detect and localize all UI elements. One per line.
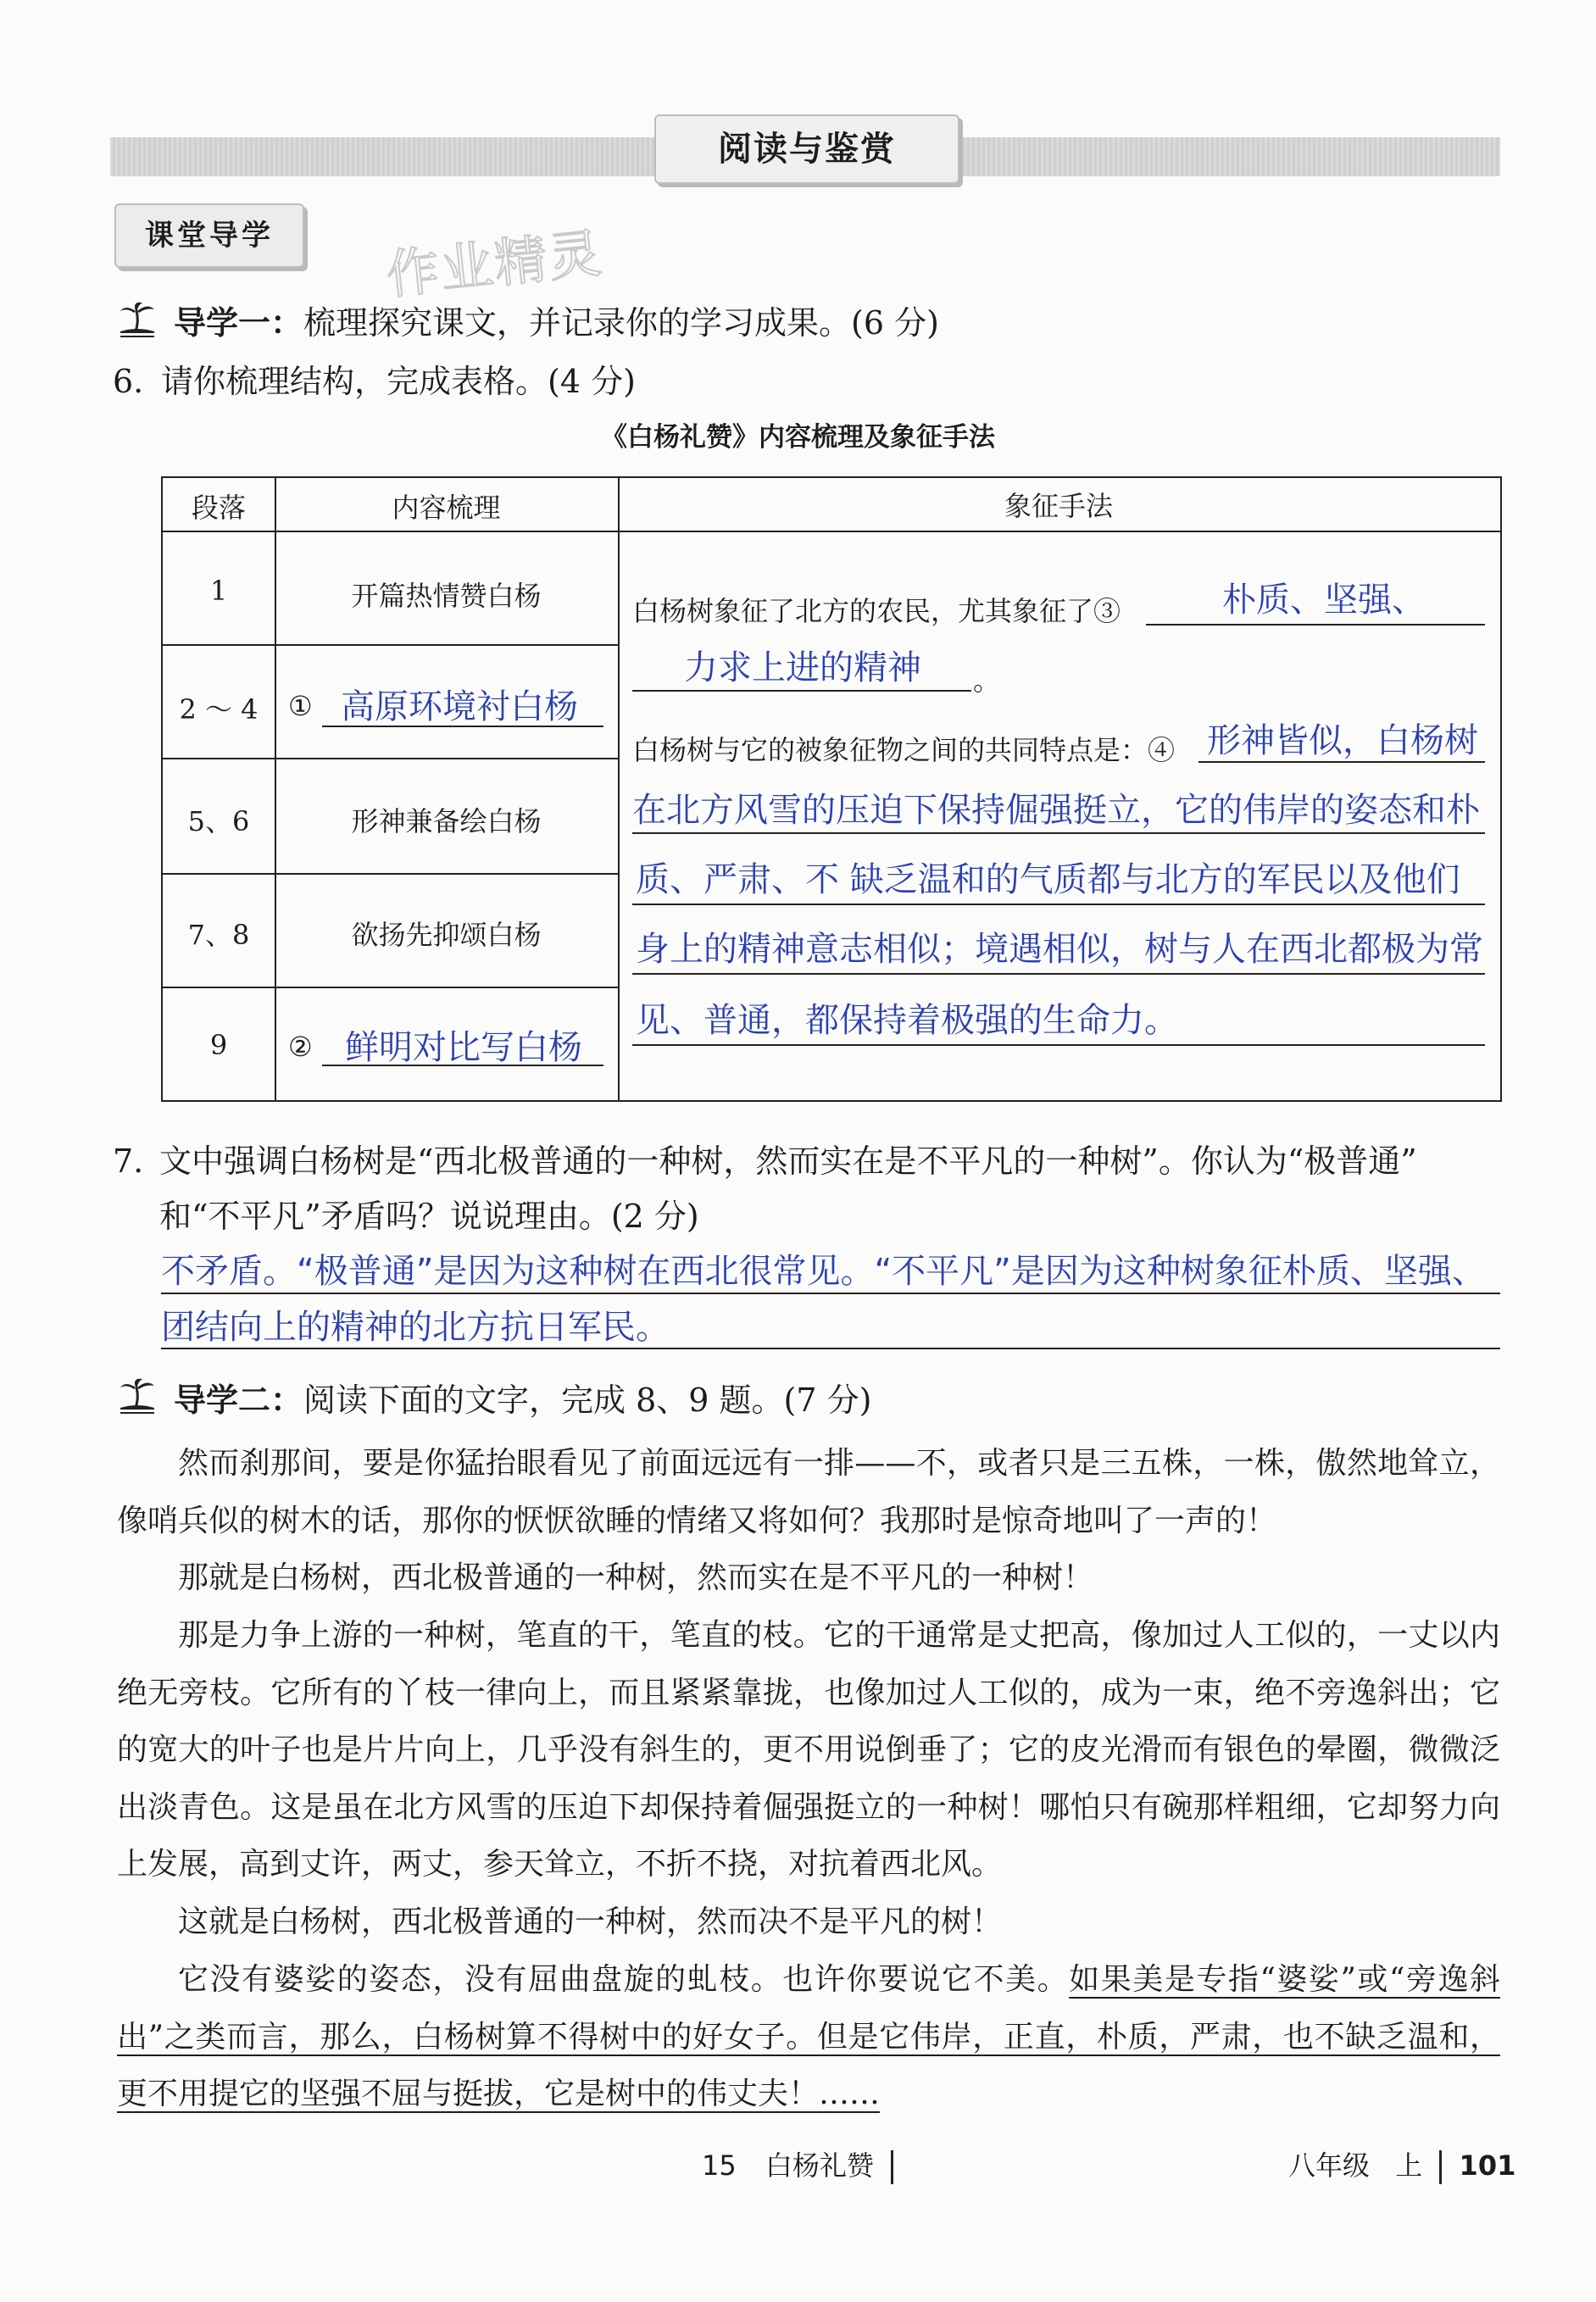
row3-content: 形神兼备绘白杨 (351, 805, 542, 837)
row3-para: 5、6 (187, 805, 250, 837)
q7-text-line2: 和“不平凡”矛盾吗？说说理由。(2 分) (159, 1198, 699, 1235)
answer4-line1 (632, 832, 1485, 834)
passage-p4: 这就是白杨树，西北极普通的一种树，然而决不是平凡的树！ (178, 1904, 1003, 1939)
palm-island-icon (117, 299, 158, 340)
table-header-para: 段落 (191, 492, 246, 524)
symbol-prompt2: 白杨树与它的被象征物之间的共同特点是：④ (632, 734, 1176, 766)
row2-para: 2 ～ 4 (179, 693, 259, 726)
answer4-line: 质、严肃、不 缺乏温和的气质都与北方的军民以及他们 (636, 860, 1460, 899)
answer4-line: 身上的精神意志相似；境遇相似，树与人在西北都极为常 (636, 930, 1483, 969)
answer3-line1 (1146, 624, 1485, 626)
row5-marker: ② (288, 1031, 313, 1063)
content-table (161, 476, 1502, 1102)
table-title: 《白杨礼赞》内容梳理及象征手法 (601, 422, 995, 453)
table-divider (163, 644, 618, 646)
answer4-line3 (632, 973, 1485, 975)
answer4-line2 (632, 904, 1485, 905)
footer-page (1288, 2144, 1515, 2184)
answer3-part1: 朴质、坚强、 (1222, 581, 1426, 620)
table-header-content: 内容梳理 (392, 492, 501, 524)
footer-lesson (702, 2144, 902, 2184)
guide2-text: 阅读下面的文字，完成 8、9 题。(7 分) (303, 1382, 872, 1419)
footer-divider (891, 2150, 893, 2184)
q7-answer-rule (161, 1293, 1500, 1294)
passage-p5 (117, 1951, 1500, 2123)
row4-content: 欲扬先抑颂白杨 (351, 919, 542, 951)
symbol-prompt1: 白杨树象征了北方的农民，尤其象征了③ (632, 595, 1121, 627)
footer-volume: 上 (1395, 2149, 1423, 2182)
page-number: 101 (1459, 2149, 1516, 2182)
table-divider (275, 478, 276, 1100)
passage-p2: 那就是白杨树，西北极普通的一种树，然而实在是不平凡的一种树！ (178, 1560, 1094, 1595)
row5-para: 9 (209, 1029, 228, 1061)
q6-text: 请你梳理结构，完成表格。(4 分) (161, 363, 636, 400)
answer4-line: 见、普通，都保持着极强的生命力。 (636, 1001, 1178, 1040)
table-divider (163, 758, 618, 759)
passage-p5-plain: 它没有婆娑的姿态，没有屈曲盘旋的虬枝。也许你要说它不美。 (178, 1962, 1070, 1997)
q7-answer-line2: 团结向上的精神的北方抗日军民。 (161, 1308, 670, 1347)
row4-para: 7、8 (187, 919, 250, 951)
answer3-part2: 力求上进的精神 (684, 648, 921, 687)
table-header-symbol: 象征手法 (1004, 490, 1113, 522)
answer4-line: 在北方风雪的压迫下保持倔强挺立，它的伟岸的姿态和朴 (632, 791, 1480, 830)
table-divider (618, 478, 620, 1100)
table-divider (163, 873, 618, 875)
footer-divider (1439, 2150, 1442, 2184)
passage-p3: 那是力争上游的一种树，笔直的干，笔直的枝。它的干通常是丈把高，像加过人工似的，一丈以内绝无旁枝。它所有的丫枝一律向上，而且紧紧靠拢，也像加过人工似的，成为一束，绝不旁逸斜出；它的宽大的叶子也是片片向上，几乎没有斜生的，更不用说倒垂了；它的皮光滑而有银色的晕圈，微微泛出淡青色。这是虽在北方风雪的压迫下却保持着倔强挺立的一种树！哪怕只有碗那样粗细，它却努力向上发展，高到丈许，两丈，参天耸立，不折不挠，对抗着西北风。 (117, 1618, 1500, 1882)
row1-para: 1 (209, 575, 228, 607)
table-divider (163, 531, 1500, 532)
footer-lesson-number: 15 (702, 2149, 737, 2182)
q7-text-line1: 文中强调白杨树是“西北极普通的一种树，然而实在是不平凡的一种树”。你认为“极普通” (159, 1143, 1417, 1180)
section-title: 阅读与鉴赏 (654, 114, 959, 184)
guide1-label: 导学一： (174, 304, 303, 342)
row2-answer: 高原环境衬白杨 (341, 687, 578, 726)
row5-answer: 鲜明对比写白杨 (345, 1028, 582, 1067)
passage-p5-underlined: 如果美是专指“婆娑”或“旁逸斜出”之类而言，那么，白杨树算不得树中的好女子。但是它伟岸，正直，朴质，严肃，也不缺乏温和，更不用提它的坚强不屈与挺拔，它是树中的伟丈夫！…… (117, 1962, 1500, 2111)
q7-number: 7. (113, 1143, 144, 1180)
answer4-line4 (632, 1044, 1485, 1046)
guide2-heading (117, 1376, 158, 1420)
guide1-text: 梳理探究课文，并记录你的学习成果。(6 分) (303, 304, 939, 342)
answer3-period: 。 (973, 664, 1001, 697)
table-divider (163, 987, 618, 988)
lesson-tag: 课堂导学 (114, 203, 304, 268)
palm-island-icon (117, 1376, 158, 1416)
footer-lesson-title: 白杨礼赞 (765, 2149, 874, 2182)
guide2-label: 导学二： (174, 1382, 303, 1419)
guide1-heading (117, 299, 158, 343)
row2-marker: ① (288, 690, 313, 722)
footer-grade: 八年级 (1288, 2149, 1371, 2182)
watermark: 作业精灵 (383, 221, 606, 307)
q7-answer-rule (161, 1348, 1500, 1349)
q6-number: 6. (113, 363, 144, 400)
answer3-line2 (632, 690, 971, 692)
row1-content: 开篇热情赞白杨 (351, 580, 542, 612)
passage-p1: 然而刹那间，要是你猛抬眼看见了前面远远有一排——不，或者只是三五株，一株，傲然地耸立，像哨兵似的树木的话，那你的恹恹欲睡的情绪又将如何？我那时是惊奇地叫了一声的！ (117, 1446, 1500, 1538)
q7-answer-line1: 不矛盾。“极普通”是因为这种树在西北很常见。“不平凡”是因为这种树象征朴质、坚强、 (161, 1252, 1486, 1291)
answer4-line: 形神皆似，白杨树 (1207, 721, 1478, 760)
